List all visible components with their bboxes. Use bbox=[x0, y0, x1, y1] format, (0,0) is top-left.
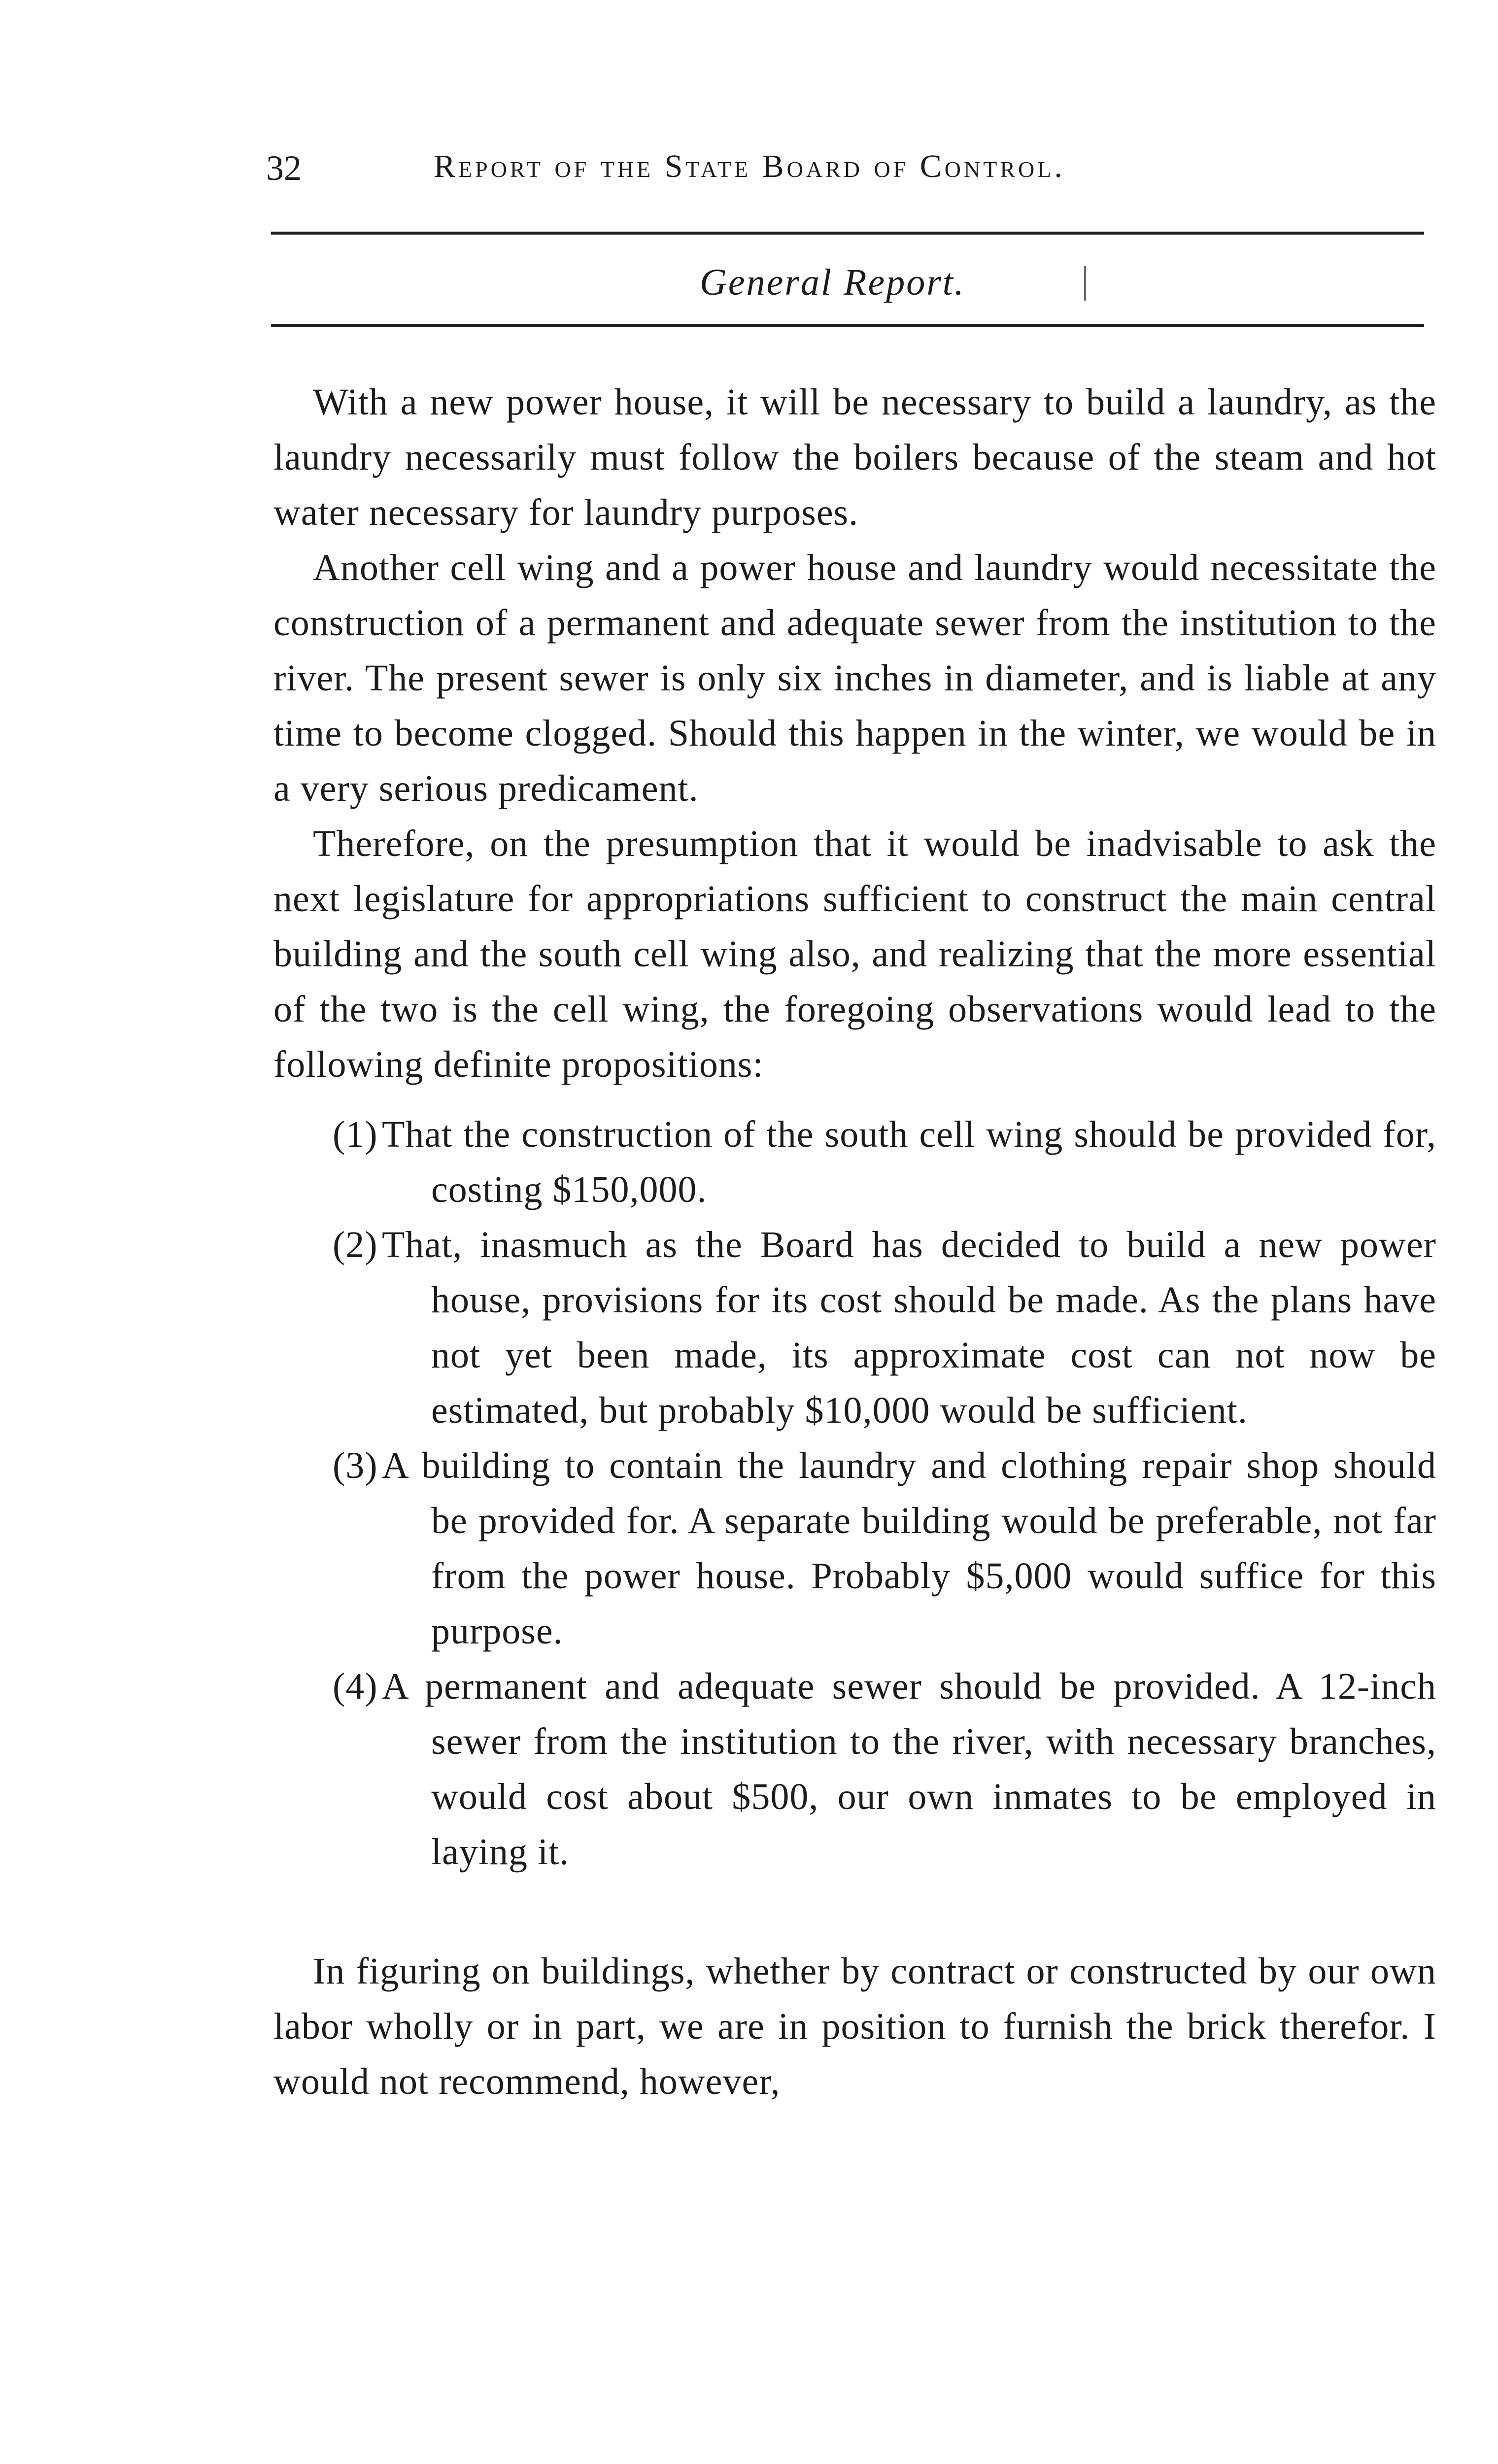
paragraph-power-house: With a new power house, it will be necessary to build a laundry, as the laundry necessarily must follow the boilers because of the steam and hot water necessary for laundry purposes. bbox=[273, 381, 1436, 533]
paragraph-presumption: Therefore, on the presumption that it would be inadvisable to ask the next legislature for appropriations sufficient to construct the main central building and the south cell wing also, and realizing that the more essential of the two is the cell wing, the foregoing observations would lead to the following definite propositions: bbox=[273, 823, 1436, 1085]
paragraph-closing: In figuring on buildings, whether by contract or constructed by our own labor wholly or in part, we are in position to furnish the brick therefor. I would not recommend, however, bbox=[273, 1951, 1436, 2102]
paragraph-sewer: Another cell wing and a power house and laundry would necessitate the construction of a permanent and adequate sewer from the institution to the river. The present sewer is only six inches in diameter, and is liable at any time to become clogged. Should this happen in the winter, we would be in a very serious predicament. bbox=[273, 547, 1436, 809]
propositions-list bbox=[273, 1107, 1436, 1880]
body-text bbox=[273, 375, 1436, 2109]
proposition-number: (1) bbox=[333, 1114, 378, 1155]
section-title: General Report. bbox=[700, 262, 965, 303]
page-number: 32 bbox=[266, 148, 302, 188]
margin-mark bbox=[1084, 266, 1086, 301]
header-rule-bottom bbox=[271, 324, 1424, 327]
proposition-text: A building to contain the laundry and clothing repair shop should be provided for. A separate building would be preferable, not far from the power house. Probably $5,000 would suffice for this purpose. bbox=[382, 1445, 1436, 1652]
proposition-item bbox=[273, 1107, 1436, 1217]
proposition-item bbox=[273, 1659, 1436, 1880]
proposition-number: (3) bbox=[333, 1445, 378, 1486]
header-rule-top bbox=[271, 232, 1424, 235]
proposition-text: That, inasmuch as the Board has decided to build a new power house, provisions for its cost should be made. As the plans have not yet been made, its approximate cost can not now be estimated, but probably $10,000 would be sufficient. bbox=[382, 1224, 1436, 1431]
running-title: Report of the State Board of Control. bbox=[434, 148, 1065, 184]
proposition-text: A permanent and adequate sewer should be provided. A 12-inch sewer from the institution to the river, with necessary branches, would cost about $500, our own inmates to be employed in laying it. bbox=[382, 1666, 1436, 1873]
proposition-text: That the construction of the south cell wing should be provided for, costing $150,000. bbox=[382, 1114, 1436, 1210]
running-head bbox=[266, 148, 1439, 207]
proposition-item bbox=[273, 1438, 1436, 1659]
proposition-item bbox=[273, 1217, 1436, 1438]
proposition-number: (2) bbox=[333, 1224, 378, 1266]
proposition-number: (4) bbox=[333, 1666, 378, 1707]
